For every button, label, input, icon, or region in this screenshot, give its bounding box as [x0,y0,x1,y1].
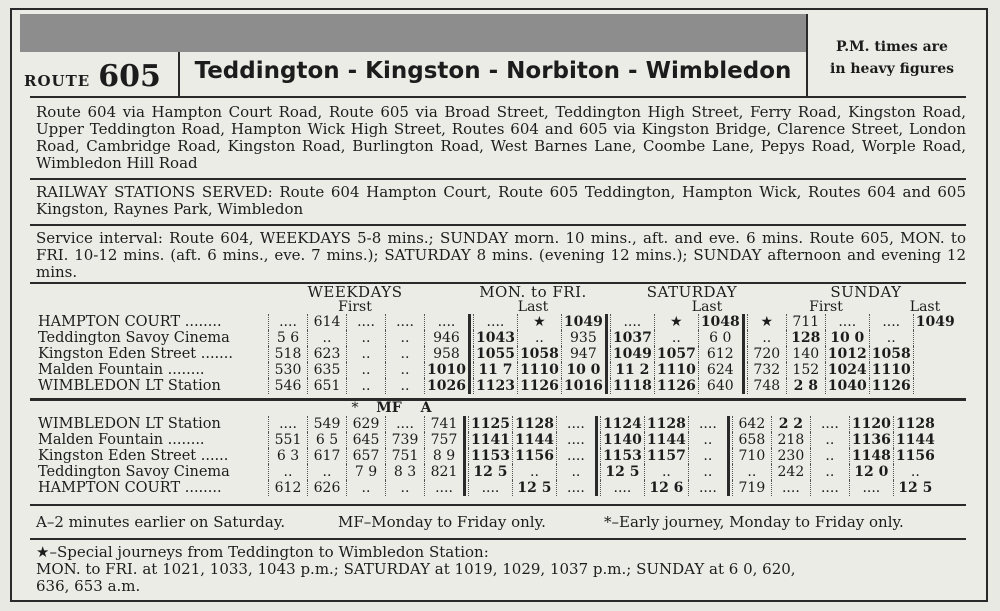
special-journeys-line2: MON. to FRI. at 1021, 1033, 1043 p.m.; SATURDAY at 1019, 1029, 1037 p.m.; SUNDAY at 6 0, 620, [36,560,796,578]
time-cell: 1128 [644,416,688,432]
pm-note-line1: P.M. times are [836,39,948,55]
table-row [36,362,957,378]
station-name: WIMBLEDON LT Station [38,416,221,432]
route-label: ROUTE [24,72,91,90]
time-cell: 1055 [473,346,517,362]
time-cell: 1048 [698,314,743,330]
time-cell: .. [308,330,347,346]
weekdays-heading: WEEKDAYS [307,283,403,301]
time-cell: 11 2 [610,362,654,378]
time-cell: .... [425,480,465,496]
time-cell: .... [425,314,470,330]
time-cell: 1156 [512,448,556,464]
time-cell: 218 [771,432,810,448]
time-cell: .... [810,480,849,496]
time-cell: 1136 [849,432,893,448]
sunday-heading: SUNDAY [830,283,902,301]
time-cell: 1153 [600,448,644,464]
divider [30,504,966,506]
route-title: Teddington - Kingston - Norbiton - Wimbledon [194,58,792,84]
time-cell: .. [347,378,386,394]
special-journeys-line3: 636, 653 a.m. [36,577,141,595]
time-cell: 2 2 [771,416,810,432]
time-cell: .... [849,480,893,496]
time-cell: 623 [308,346,347,362]
time-cell: 1148 [849,448,893,464]
time-cell: 5 6 [269,330,308,346]
time-cell: 1110 [654,362,698,378]
time-cell: 612 [269,480,308,496]
time-cell: 7 9 [347,464,386,480]
time-cell: .... [556,416,596,432]
time-cell: .... [600,480,644,496]
time-cell: 518 [269,346,308,362]
time-cell: 1156 [893,448,936,464]
time-cell: 658 [732,432,771,448]
time-cell: 1037 [610,330,654,346]
time-cell: 732 [747,362,786,378]
time-cell: 1058 [869,346,913,362]
time-cell: 1010 [425,362,470,378]
time-cell: .. [556,464,596,480]
time-cell: 1126 [869,378,913,394]
time-cell: 128 [786,330,825,346]
station-name: Malden Fountain ........ [38,432,205,448]
time-cell: 1012 [825,346,869,362]
time-cell: .. [386,480,425,496]
table-row [36,464,937,480]
time-cell: 1157 [644,448,688,464]
time-cell: .... [610,314,654,330]
time-cell: 1120 [849,416,893,432]
time-cell: 1049 [561,314,606,330]
time-cell: .... [771,480,810,496]
time-cell: 1141 [469,432,513,448]
time-cell: .. [512,464,556,480]
time-cell: 546 [269,378,308,394]
time-cell: 1128 [512,416,556,432]
time-cell: .... [688,416,728,432]
monfri-heading: MON. to FRI. [479,283,587,301]
time-cell: .. [810,448,849,464]
time-cell: 1057 [654,346,698,362]
time-cell: .. [347,346,386,362]
time-cell: 635 [308,362,347,378]
time-cell: 6 5 [308,432,347,448]
time-cell [913,330,956,346]
divider [30,96,966,98]
station-name: Malden Fountain ........ [38,362,205,378]
time-cell: 739 [386,432,425,448]
time-cell: 751 [386,448,425,464]
divider [30,398,966,401]
pm-note [812,36,972,80]
time-cell: 8 3 [386,464,425,480]
time-cell: 741 [425,416,465,432]
time-cell: 1124 [600,416,644,432]
time-cell: 629 [347,416,386,432]
time-cell: .... [556,432,596,448]
time-cell: 8 9 [425,448,465,464]
time-cell: .... [386,314,425,330]
time-cell: 748 [747,378,786,394]
table-row [36,416,937,432]
station-name: Teddington Savoy Cinema [38,464,230,480]
time-cell: .. [517,330,561,346]
table-row [36,480,937,496]
time-cell: .... [556,448,596,464]
time-cell: 1126 [654,378,698,394]
time-cell: .... [688,480,728,496]
time-cell: .. [654,330,698,346]
time-cell: 1123 [473,378,517,394]
time-cell: 1110 [869,362,913,378]
sunday-first-label: First [809,299,843,315]
time-cell: 242 [771,464,810,480]
time-cell: .. [732,464,771,480]
route-number-box [24,56,174,96]
station-name: Teddington Savoy Cinema [38,330,230,346]
station-name: HAMPTON COURT ........ [38,314,222,330]
time-cell: .... [469,480,513,496]
time-cell: .. [688,432,728,448]
mf-mark: MF [376,400,402,416]
time-cell: 958 [425,346,470,362]
time-cell: .. [269,464,308,480]
divider [30,224,966,226]
time-cell: .. [688,448,728,464]
saturday-last-label: Last [691,299,723,315]
time-cell: 624 [698,362,743,378]
time-cell: 626 [308,480,347,496]
time-cell: 757 [425,432,465,448]
time-cell: 720 [747,346,786,362]
time-cell: .... [810,416,849,432]
time-cell: ★ [747,314,786,330]
time-cell: 12 5 [893,480,936,496]
time-cell [913,378,956,394]
time-cell: 1126 [517,378,561,394]
time-cell: .... [869,314,913,330]
time-cell: 12 5 [469,464,513,480]
time-cell: 1049 [913,314,956,330]
time-cell: ★ [517,314,561,330]
time-cell: .. [386,346,425,362]
time-cell: 1049 [610,346,654,362]
time-cell: 12 0 [849,464,893,480]
time-cell: 1144 [893,432,936,448]
time-cell: .... [269,416,308,432]
time-cell: .. [893,464,936,480]
time-cell: 614 [308,314,347,330]
station-name: Kingston Eden Street ...... [38,448,229,464]
inbound-timetable [36,416,937,496]
time-cell: .... [347,314,386,330]
time-cell: 1043 [473,330,517,346]
time-cell [913,362,956,378]
table-row [36,346,957,362]
a-note: A–2 minutes earlier on Saturday. [36,513,286,531]
railway-stations: RAILWAY STATIONS SERVED: Route 604 Hampton Court, Route 605 Teddington, Hampton Wick, Routes 604 and 605 Kingston, Raynes Park, Wimbledon [36,183,966,218]
time-cell: 1026 [425,378,470,394]
table-row [36,448,937,464]
time-cell: 711 [786,314,825,330]
table-row [36,378,957,394]
time-cell: 1040 [825,378,869,394]
mf-note: MF–Monday to Friday only. [338,513,546,531]
time-cell: 1016 [561,378,606,394]
time-cell [913,346,956,362]
time-cell: 935 [561,330,606,346]
time-cell: 6 3 [269,448,308,464]
service-interval: Service interval: Route 604, WEEKDAYS 5-8 mins.; SUNDAY morn. 10 mins., aft. and eve. 6 mins. Route 605, MON. to FRI. 10-12 mins. (aft. 6 mins., eve. 7 mins.); SATURDAY 8 mins. (evening 12 mins.); SUNDAY afternoon and evening 12 mins. [36,229,966,281]
special-journeys-line1: ★–Special journeys from Teddington to Wimbledon Station: [36,543,489,561]
station-name: HAMPTON COURT ........ [38,480,222,496]
time-cell: .. [308,464,347,480]
time-cell: 1125 [469,416,513,432]
time-cell: .. [386,378,425,394]
route-number: 605 [98,59,161,94]
time-cell: ★ [654,314,698,330]
time-cell: 710 [732,448,771,464]
time-cell: 1144 [644,432,688,448]
time-cell: 1118 [610,378,654,394]
time-cell: 230 [771,448,810,464]
time-cell: .. [747,330,786,346]
sunday-last-label: Last [909,299,941,315]
time-cell: .. [347,362,386,378]
time-cell: 1128 [893,416,936,432]
table-row [36,432,937,448]
route-description: Route 604 via Hampton Court Road, Route 605 via Broad Street, Teddington High Street, Ferry Road, Kingston Road, Upper Teddington Road, Hampton Wick High Street, Routes 604 and 605 via Kingston Bridge, Clarence Street, London Road, Cambridge Road, Kingston Road, Burlington Road, West Barnes Lane, Coombe Lane, Pepys Road, Worple Road, Wimbledon Hill Road [36,103,966,172]
time-cell: 640 [698,378,743,394]
time-cell: 152 [786,362,825,378]
time-cell: 612 [698,346,743,362]
station-name: WIMBLEDON LT Station [38,378,221,394]
time-cell: .... [825,314,869,330]
time-cell: .. [347,330,386,346]
time-cell: .... [386,416,425,432]
time-cell: 1153 [469,448,513,464]
time-cell: 1024 [825,362,869,378]
time-cell: 12 5 [600,464,644,480]
time-cell: 549 [308,416,347,432]
time-cell: 10 0 [825,330,869,346]
time-cell: 6 0 [698,330,743,346]
time-cell: 551 [269,432,308,448]
time-cell: 946 [425,330,470,346]
time-cell: .... [556,480,596,496]
divider [806,14,808,96]
time-cell: .. [810,432,849,448]
time-cell: 657 [347,448,386,464]
time-cell: .... [269,314,308,330]
time-cell: .. [644,464,688,480]
time-cell: .. [869,330,913,346]
table-row [36,314,957,330]
time-cell: 1058 [517,346,561,362]
time-cell: 530 [269,362,308,378]
time-cell: 645 [347,432,386,448]
time-cell: 719 [732,480,771,496]
pm-note-line2: in heavy figures [830,61,954,77]
time-cell: 617 [308,448,347,464]
early-journey-mark: * [351,400,359,416]
divider [30,538,966,540]
time-cell: 11 7 [473,362,517,378]
station-name: Kingston Eden Street ....... [38,346,233,362]
time-cell: 12 6 [644,480,688,496]
time-cell: .. [386,362,425,378]
early-note: *–Early journey, Monday to Friday only. [604,513,904,531]
time-cell: 1144 [512,432,556,448]
divider [30,178,966,180]
monfri-last-label: Last [517,299,549,315]
time-cell: 1140 [600,432,644,448]
time-cell: 651 [308,378,347,394]
time-cell: 1110 [517,362,561,378]
time-cell: .. [347,480,386,496]
time-cell: 12 5 [512,480,556,496]
time-cell: .. [688,464,728,480]
saturday-heading: SATURDAY [646,283,738,301]
time-cell: .. [386,330,425,346]
time-cell: .. [810,464,849,480]
redacted-header-bar [20,14,806,52]
time-cell: 2 8 [786,378,825,394]
time-cell: 947 [561,346,606,362]
weekdays-first-label: First [338,299,372,315]
table-row [36,330,957,346]
a-mark: A [420,400,432,416]
time-cell: 10 0 [561,362,606,378]
time-cell: 140 [786,346,825,362]
time-cell: .... [473,314,517,330]
outbound-timetable [36,314,957,394]
time-cell: 821 [425,464,465,480]
time-cell: 642 [732,416,771,432]
